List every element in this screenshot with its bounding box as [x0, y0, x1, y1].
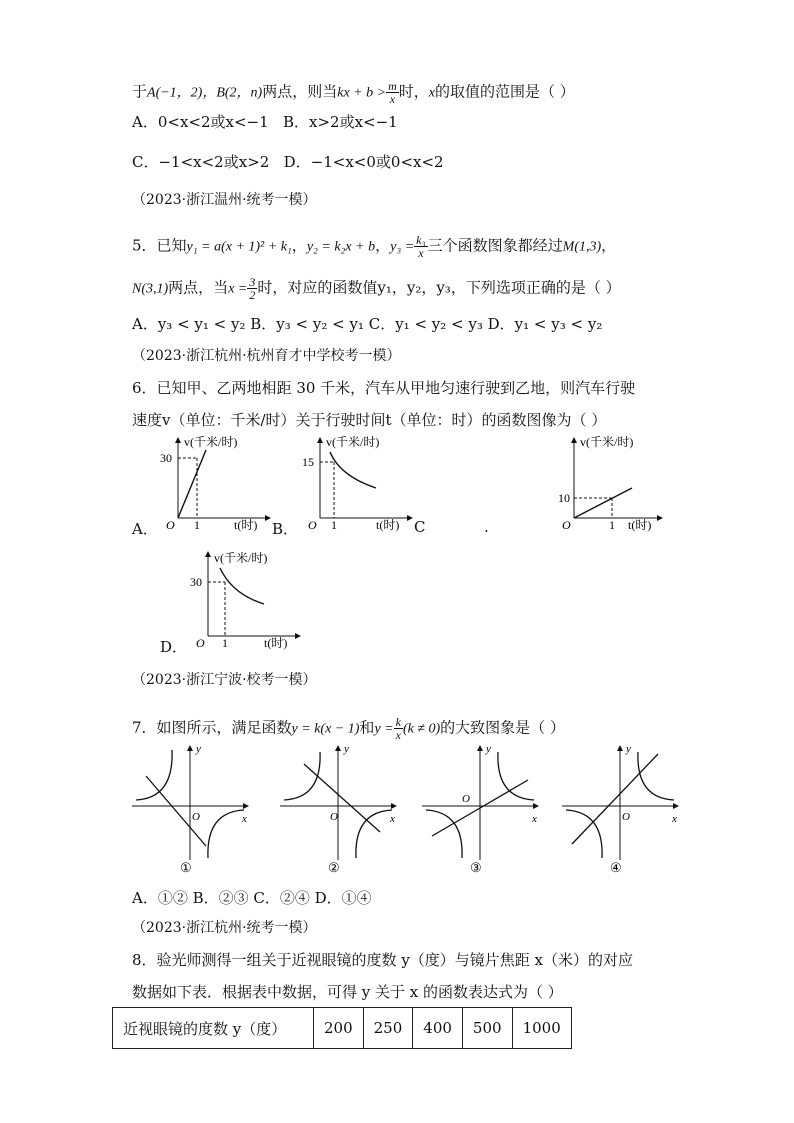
q4-option-c: C．−1<x<2或x>2: [132, 153, 270, 171]
q7-figure-1: [132, 743, 248, 875]
frac-num: 3: [249, 275, 256, 289]
axis-x-label: x: [390, 813, 395, 825]
q6-line2: 速度v（单位：千米/时）关于行驶时间t（单位：时）的函数图像为（ ）: [132, 411, 607, 429]
axis-y-label: y: [196, 743, 201, 755]
table-cell: 400: [413, 1008, 463, 1049]
t-axis-label: t(时): [264, 636, 288, 650]
axis-x-label: x: [532, 813, 537, 825]
figure-label: ④: [610, 860, 622, 875]
q5-text: 两点，当: [168, 278, 229, 297]
table-cell: 250: [363, 1008, 413, 1049]
q5-sep: ，: [375, 236, 391, 255]
q4-options-row1: [132, 112, 398, 132]
axis-x-label: x: [672, 813, 677, 825]
q6-source: （2023·浙江宁波·校考一模）: [132, 672, 317, 688]
q7-text: 的大致图象是（ ）: [440, 718, 565, 737]
figure-label: ③: [470, 860, 482, 875]
q5-options: A．y₃ < y₁ < y₂ B．y₃ < y₂ < y₁ C．y₁ < y₂ < y₃ D．y₁ < y₃ < y₂: [132, 315, 603, 333]
axis-y-label: y: [626, 743, 631, 755]
q7-func-inverse: y =: [374, 721, 394, 737]
origin-label: O: [196, 636, 205, 650]
q7-figure-2: [280, 743, 396, 875]
table-cell: 500: [462, 1008, 512, 1049]
axis-y-label: y: [486, 743, 491, 755]
q7-func-linear: y = k(x − 1): [291, 721, 360, 737]
table-cell: 1000: [512, 1008, 571, 1049]
q6-line1: 6．已知甲、乙两地相距 30 千米，汽车从甲地匀速行驶到乙地，则汽车行驶: [132, 379, 636, 397]
t-axis-label: t(时): [234, 518, 258, 532]
q5-text: 三个函数图象都经过: [427, 236, 563, 255]
tick-label: 1: [194, 518, 200, 532]
q7-text: 7．如图所示，满足函数: [132, 718, 292, 737]
table-cell: 200: [314, 1008, 364, 1049]
origin-label: O: [462, 793, 470, 805]
tick-label: 15: [302, 455, 314, 469]
q5-point-m: M(1,3): [562, 239, 602, 255]
q7-figures: [128, 740, 698, 875]
q7-condition: (k ≠ 0): [402, 721, 441, 737]
v-axis-label: v(千米/时): [184, 435, 238, 449]
q8-data-table: [112, 1007, 572, 1049]
q8-line2: 数据如下表．根据表中数据，可得 y 关于 x 的函数表达式为（ ）: [132, 983, 563, 1001]
origin-label: O: [166, 518, 175, 532]
q7-figure-4: [562, 743, 678, 875]
q6-option-a-label: A．: [132, 520, 158, 538]
q6-graph-c: [548, 432, 668, 532]
q4-options-row2: [132, 152, 444, 172]
q4-line1: [132, 80, 575, 105]
frac-den: x: [389, 92, 396, 106]
q5-y3-fraction: [414, 234, 428, 259]
tick-label: 1: [222, 636, 228, 650]
v-axis-label: v(千米/时): [214, 551, 268, 565]
frac-den: 2: [249, 288, 256, 302]
q5-source: （2023·浙江杭州·杭州育才中学校考一模）: [132, 348, 401, 364]
q5-sep: ，: [601, 236, 617, 255]
q7-line1: [132, 716, 565, 741]
q4-option-a: A．0<x<2或x<−1: [132, 113, 269, 131]
axis-x-label: x: [242, 813, 247, 825]
q4-text: 于: [132, 82, 148, 101]
q4-fraction: [386, 80, 399, 105]
figure-label: ②: [328, 860, 340, 875]
figure-label: ①: [180, 860, 192, 875]
q5-func-y1: y₁ = a(x + 1)² + k₁: [186, 239, 292, 255]
q6-graph-a: [150, 432, 275, 532]
t-axis-label: t(时): [628, 518, 652, 532]
tick-label: 1: [331, 518, 337, 532]
origin-label: O: [192, 811, 200, 823]
q7-fraction: [394, 716, 403, 741]
q7-options: A．①② B．②③ C．②④ D．①④: [132, 889, 372, 907]
v-axis-label: v(千米/时): [326, 435, 380, 449]
frac-den: x: [395, 728, 401, 742]
v-axis-label: v(千米/时): [580, 435, 634, 449]
table-header-cell: 近视眼镜的度数 y（度）: [113, 1008, 314, 1049]
q4-inequality: kx + b >: [337, 85, 387, 101]
q4-text: 时，: [398, 82, 429, 101]
q6-graph-b: [292, 432, 417, 532]
q4-option-b: B．x>2或x<−1: [282, 113, 398, 131]
q6-option-c-dot: .: [484, 518, 489, 536]
q6-option-d-label: D．: [160, 638, 188, 656]
table-row: [113, 1008, 572, 1049]
q4-var: x: [428, 85, 435, 101]
t-axis-label: t(时): [376, 518, 400, 532]
q6-option-b-label: B．: [272, 520, 299, 538]
q7-figure-3: [422, 743, 538, 875]
frac-num: k₃: [416, 233, 426, 247]
q5-sep: ，: [291, 236, 307, 255]
q7-text: 和: [359, 718, 375, 737]
q4-option-d: D．−1<x<0或0<x<2: [283, 153, 444, 171]
q4-text: 两点，则当: [262, 82, 338, 101]
q5-x-fraction: [247, 276, 257, 301]
q5-line2: [132, 276, 621, 301]
q6-option-c-label: C: [414, 518, 426, 536]
q7-source: （2023·浙江杭州·统考一模）: [132, 920, 317, 936]
frac-num: m: [388, 79, 397, 93]
q5-line1: [132, 234, 616, 259]
origin-label: O: [622, 811, 630, 823]
q4-points: A(−1，2)，B(2，n): [147, 85, 263, 101]
origin-label: O: [308, 518, 317, 532]
origin-label: O: [330, 811, 338, 823]
tick-label: 1: [609, 518, 615, 532]
q4-source: （2023·浙江温州·统考一模）: [132, 192, 317, 208]
q5-point-n: N(3,1): [132, 281, 169, 297]
q5-func-y2: y₂ = k₂x + b: [306, 239, 376, 255]
q5-text: 5．已知: [132, 236, 187, 255]
q4-text: 的取值的范围是（ ）: [434, 82, 575, 101]
frac-den: x: [418, 246, 424, 260]
q5-text: 时，对应的函数值y₁，y₂，y₃，下列选项正确的是（ ）: [257, 278, 621, 297]
q5-x-eq: x =: [228, 281, 248, 297]
tick-label: 10: [558, 491, 570, 505]
frac-num: k: [395, 715, 401, 729]
axis-y-label: y: [344, 743, 349, 755]
origin-label: O: [562, 518, 571, 532]
tick-label: 30: [190, 575, 202, 589]
q6-graph-d: [180, 546, 305, 650]
q8-line1: 8．验光师测得一组关于近视眼镜的度数 y（度）与镜片焦距 x（米）的对应: [132, 951, 634, 969]
q5-func-y3: y₃ =: [390, 239, 415, 255]
tick-label: 30: [160, 451, 172, 465]
